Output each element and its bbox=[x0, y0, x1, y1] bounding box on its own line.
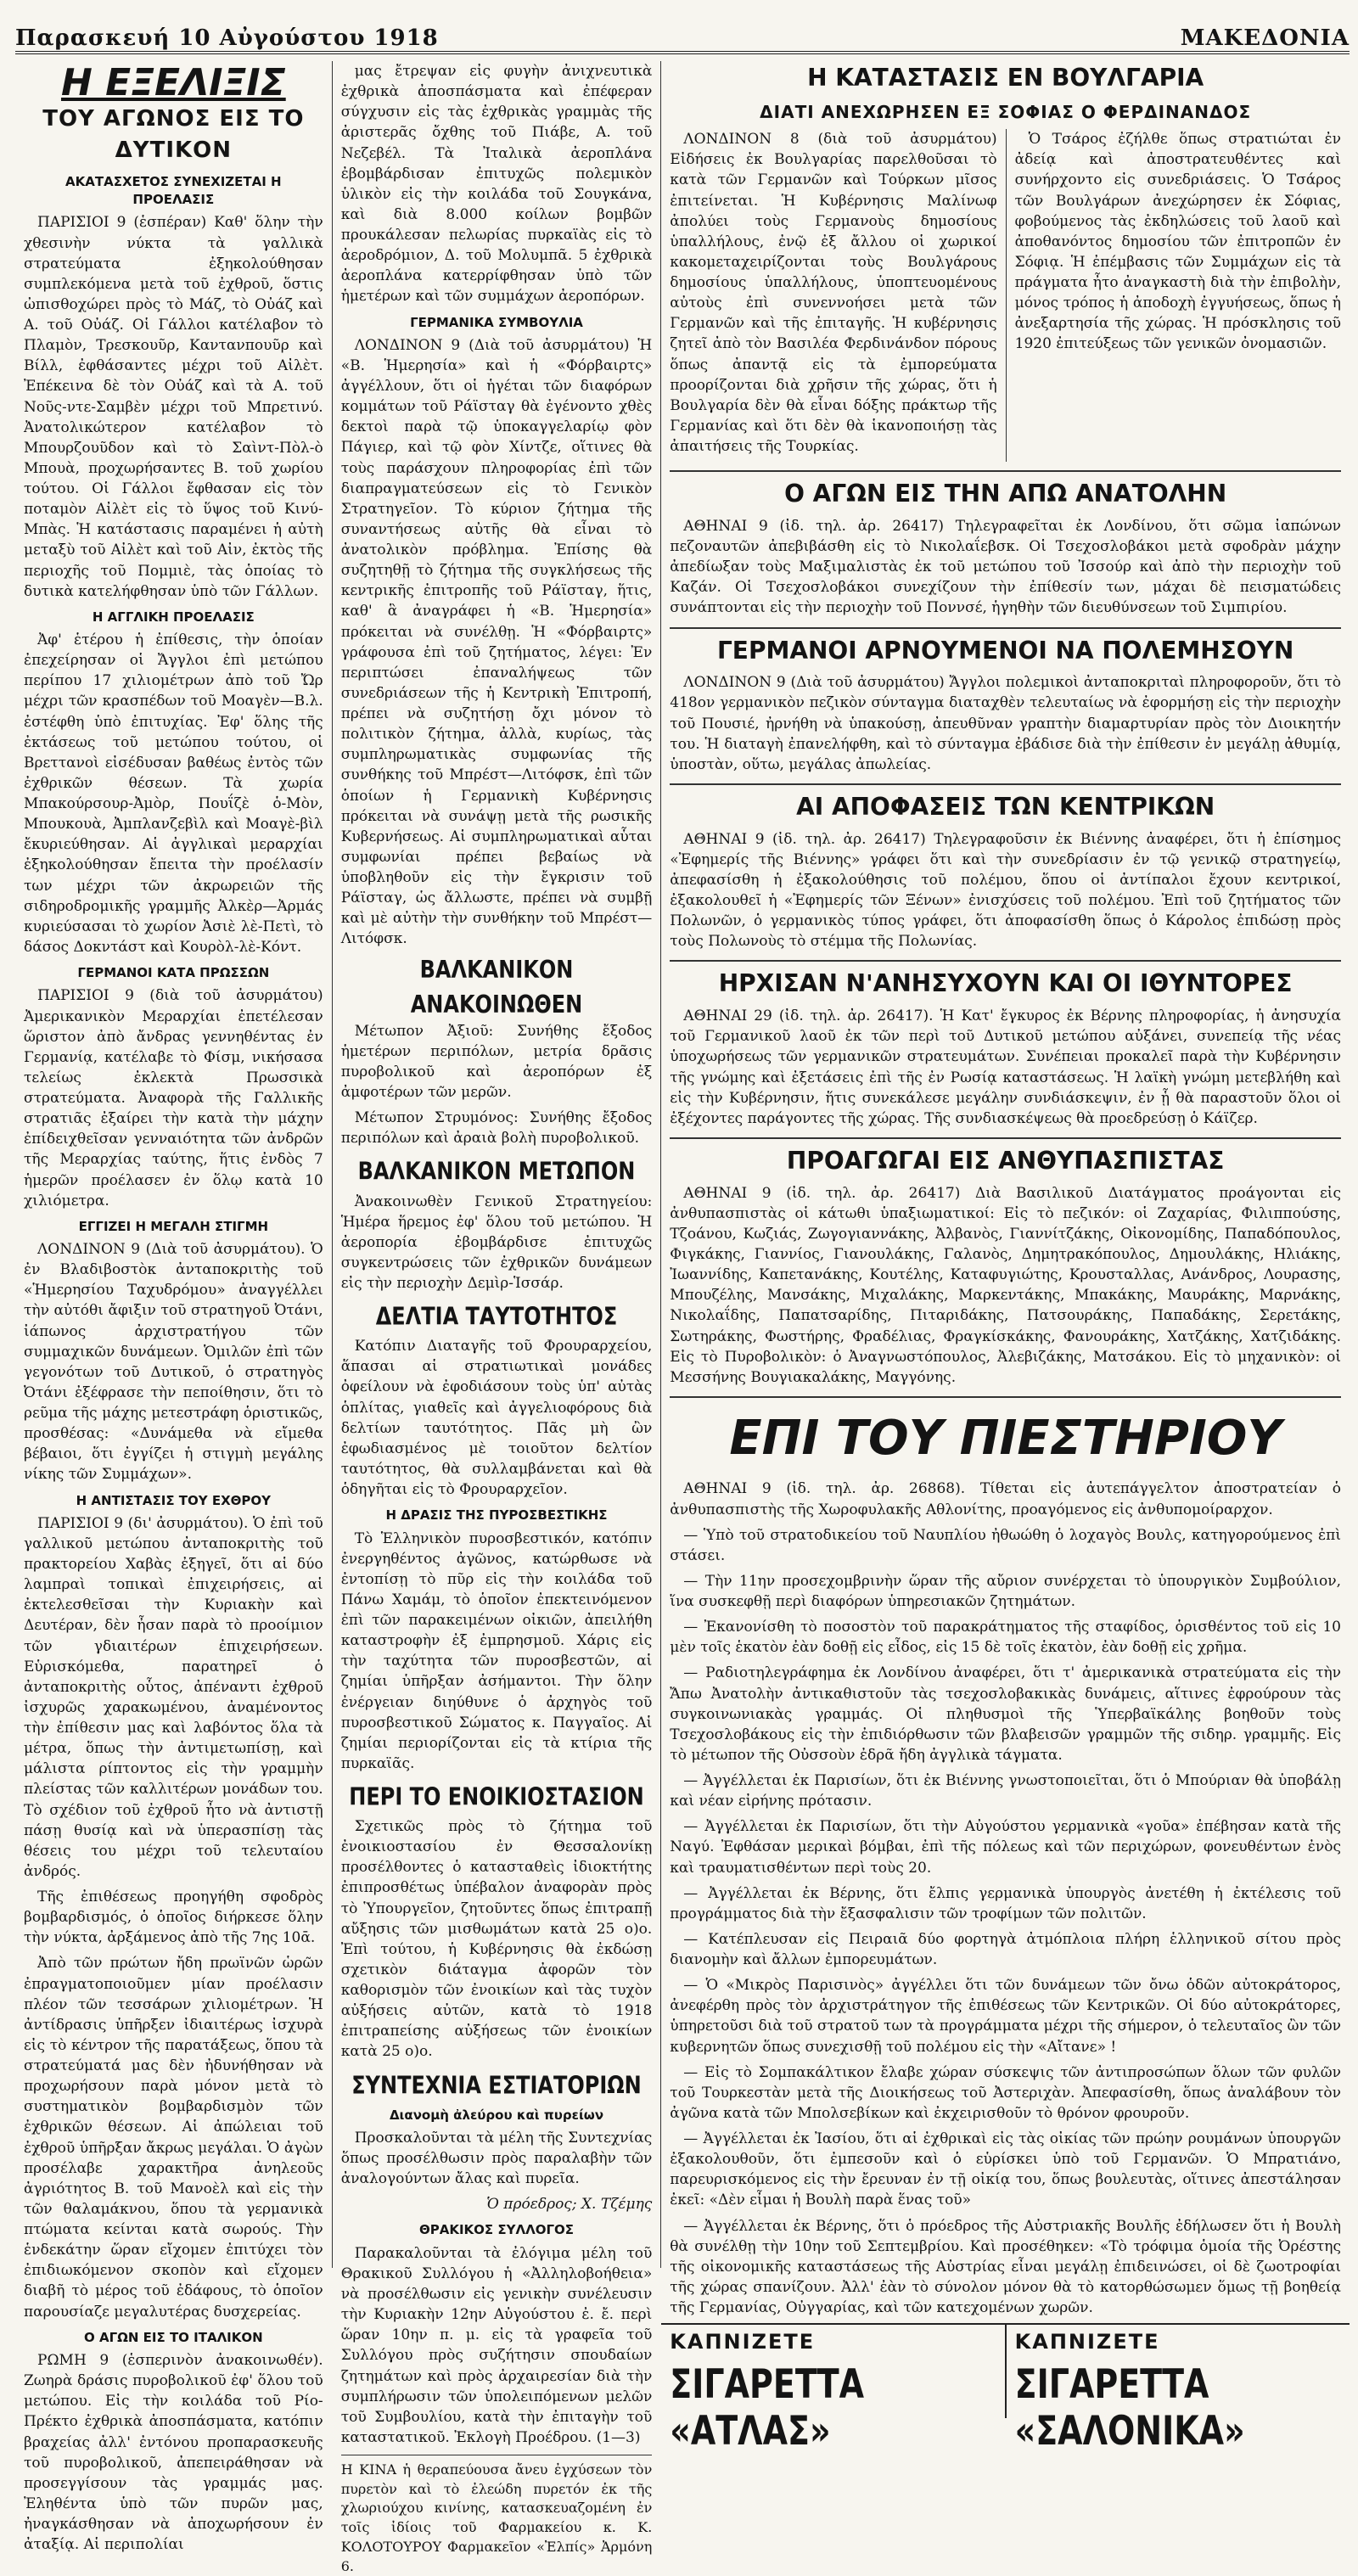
article-paragraph: ΡΩΜΗ 9 (ἑσπερινὸν ἀνακοινωθέν). Ζωηρὰ δράσις πυροβολικοῦ ἐφ' ὅλου τοῦ μετώπου. Εἰς τὴν κοιλάδα τοῦ Ρίο-Πρέκτο ἐχθρικὰ ἀποσπάσματα, κατόπιν βραχείας ἀλλ' ἐντόνου προπαρασκευῆς τοῦ πυροβολικοῦ, ἀπεπειράθησαν νὰ προσεγγίσουν τὰς γραμμάς μας. Ἐληθέντα ὑπὸ τῶν πυρῶν μας, ἠναγκάσθησαν νὰ ἀποχωρήσουν ἐν ἀταξίᾳ. Αἱ περιπολίαι bbox=[24, 2352, 323, 2554]
ad-tagline: ΚΑΠΝΙΖΕΤΕ bbox=[1014, 2330, 1160, 2354]
leaders-uneasy-headline: ΗΡΧΙΣΑΝ Ν'ΑΝΗΣΥΧΟΥΝ ΚΑΙ ΟΙ ΙΘΥΝΤΟΡΕΣ bbox=[670, 960, 1341, 1001]
issue-date: Παρασκευή 10 Αὐγούστου 1918 bbox=[15, 25, 439, 51]
pharmacy-ad: Η ΚΙΝΑ ἡ θεραπεύουσα ἄνευ ἐγχύσεων τὸν πυρετὸν καὶ τὸ ἐλεώδη πυρετόν ἐκ τῆς χλωριούχου κινίνης, κατασκευαζομένη ἐν τοῖς ἰδίοις τοῦ Φαρμακείου κ. Κ. ΚΟΛΟΤΟΥΡΟΥ Φαρμακεῖον «Ἐλπίς» Ἀρμόνη 6. bbox=[341, 2455, 653, 2576]
press-item: — Τὴν 11ην προσεχομβρινὴν ὥραν τῆς αὔριον συνέρχεται τὸ ὑπουργικὸν Συμβούλιον, ἵνα συσκεφθῇ περὶ διαφόρων ὑπηρεσιακῶν ζητημάτων. bbox=[670, 1572, 1341, 1611]
press-item: — Ἀγγέλλεται ἐκ Βέρνης, ὅτι ὁ πρόεδρος τῆς Αὐστριακῆς Βουλῆς ἐδήλωσεν ὅτι ἡ Βουλὴ θὰ συνέλθῃ τὴν 10ην τοῦ Σεπτεμβρίου. Καὶ προσέθηκεν: «Τὸ τρόφιμα ὁμοία τῆς Ὀρέστης τῆς οἰκονομικῆς καταστάσεως τῆς Αὐστρίας εἶναι μεγάλῃ ἐπιδεινώσει, οἱ δὲ ζωοτροφίαι τῆς χώρας σπανίζουν. Ἀλλ' ἐὰν τὸ σύνολον μόνον θὰ τὸ κατορθώσωμεν ὅμως τῇ βοηθείᾳ τῆς Γερμανίας, Οὐγγαρίας, καὶ τῶν κατεχομένων χωρῶν. bbox=[670, 2217, 1341, 2317]
article-paragraph: Ἀπὸ τῶν πρώτων ἤδη πρωϊνῶν ὡρῶν ἐπραγματοποιοῦμεν μίαν προέλασιν πλέον τῶν τεσσάρων χιλιομέτρων. Ἡ ἀντίδρασις ὑπῆρξεν ἰδιαιτέρως ἰσχυρὰ εἰς τὸ κέντρον τῆς παρατάξεως, ὅπου τὰ στρατεύματά μας δὲν ἠδυνήθησαν νὰ προχωρήσουν παρὰ μόνον μετὰ τὸ συστηματικὸν βομβαρδισμὸν τῶν ἐχθρικῶν θέσεων. Αἱ ἀπώλειαι τοῦ ἐχθροῦ ὑπῆρξαν ἄκρως μεγάλαι. Ὁ ἀγὼν προσέλαβε χαρακτῆρα ἀνηλεοῦς ἀγριότητος Β. τοῦ Μανοὲλ καὶ εἰς τὴν τῶν θαλαμάκνου, ὅπου τὰ γερμανικὰ πτώματα κείνται κατὰ σωρούς. Τὴν ἑνδεκάτην ὥραν εἴχομεν ἐπιτύχει τὸν ἐπιδιωκόμενον σκοπὸν καὶ εἴχομεν διαβῆ τὸ μέρος τοῦ ἐδάφους, τὸ ὁποῖον παρουσίαζε μεγαλυτέρας δυσχερείας. bbox=[24, 1955, 323, 2321]
article-paragraph: Κατόπιν Διαταγῆς τοῦ Φρουραρχείου, ἅπασαι αἱ στρατιωτικαὶ μονάδες ὀφείλουν νὰ ἐφοδιάσουν τοὺς ὑπ' αὐτὰς ὁπλίτας, γιαθεῖς καὶ ἀγγελιοφόρους διὰ δελτίων ταυτότητος. Πᾶς μὴ ὢν ἐφωδιασμένος μὲ τοιοῦτον δελτίον ταυτότητος, θὰ συλλαμβάνεται καὶ θὰ ὁδηγῆται εἰς τὸ Φρουραρχεῖον. bbox=[340, 1338, 653, 1499]
section-heading: ΓΕΡΜΑΝΙΚΑ ΣΥΜΒΟΥΛΙΑ bbox=[410, 314, 583, 330]
promotions-headline: ΠΡΟΑΓΩΓΑΙ ΕΙΣ ΑΝΘΥΠΑΣΠΙΣΤΑΣ bbox=[670, 1137, 1341, 1178]
column-1 bbox=[15, 61, 332, 2554]
far-east-headline: Ο ΑΓΩΝ ΕΙΣ ΤΗΝ ΑΠΩ ΑΝΑΤΟΛΗΝ bbox=[670, 470, 1341, 511]
article-paragraph: Προσκαλοῦνται τὰ μέλη τῆς Συντεχνίας ὅπως προσέλθωσιν πρὸς παραλαβὴν τῶν ἀναλογούντων ἄλας καὶ πυρεῖα. bbox=[340, 2129, 653, 2188]
press-item: — Ὁ «Μικρὸς Παρισινὸς» ἀγγέλλει ὅτι τῶν δυνάμεων τῶν ὄνω ὁδῶν αὐτοκράτορος, ἀνεφέρθη πρὸς τὸν ἀρχιστράτηγον τῆς ἐπιθέσεως τῶν Κεντρικῶν. Οἱ δύο αὐτοκράτορες, ὑπηρετοῦσι διὰ τοῦ στρατοῦ των τὰ προγράμματα μέχρι τῆς σήμερον, ὁ τελευταῖος ὢν τῶν κυβερνητῶν ὅπως συνεχισθῇ τοῦ πολέμου εἰς τὴν «Αἴτανε» ! bbox=[670, 1977, 1341, 2056]
bulgaria-col-a bbox=[661, 129, 1005, 462]
section-heading: Η ΔΡΑΣΙΣ ΤΗΣ ΠΥΡΟΣΒΕΣΤΙΚΗΣ bbox=[385, 1507, 608, 1524]
headline-sub: ΤΟΥ ΑΓΩΝΟΣ ΕΙΣ ΤΟ ΔΥΤΙΚΟΝ bbox=[42, 106, 305, 163]
press-item: ΑΘΗΝΑΙ 9 (ἰδ. τηλ. ἀρ. 26868). Τίθεται εἰς ἀυτεπάγγελτον ἀποστρατείαν ὁ ἀνθυπασπιστὴς τῆς Χωροφυλακῆς Αθλονίτης, προαγόμενος εἰς ἀνθυπομοίραρχον. bbox=[670, 1480, 1341, 1518]
press-item: — Εἰς τὸ Σομπακάλτικον ἔλαβε χώραν σύσκεψις τῶν ἀντιπροσώπων ὅλων τῶν φυλῶν τοῦ Τουρκεστὰν μετὰ τῆς Διοικήσεως τοῦ Ἀστεριχὰν. Ἀπεφασίσθη, ὅπως ἀναλάβουν τὸν ἀγῶνα κατὰ τῶν Μπολσεβίκων καὶ ἐκχειρισθοῦν τὸ θρόνον φρουροῦν. bbox=[670, 2063, 1341, 2122]
press-item: — Ἀγγέλλεται ἐκ Παρισίων, ὅτι τὴν Αὐγούστου γερμανικὰ «γοῦα» ἐπέβησαν κατὰ τῆς Ναγύ. Ἐφθάσαν μερικαὶ βόμβαι, ἐπὶ τῆς πόλεως καὶ τῶν περιχώρων, φονευθέντων ἐνὸς καὶ τραυματισθέντων περὶ τοὺς 20. bbox=[670, 1818, 1341, 1877]
article-paragraph: Τῆς ἐπιθέσεως προηγήθη σφοδρὸς βομβαρδισμός, ὁ ὁποῖος διήρκεσε ὅλην τὴν νύκτα, ἀρξάμενος ἀπὸ τῆς 7ης 10ᾱ. bbox=[24, 1889, 323, 1947]
article-paragraph: ΑΘΗΝΑΙ 29 (ἰδ. τηλ. ἀρ. 26417). Ἡ Κατ' ἔγκυρος ἐκ Βέρνης πληροφορίας, ἡ ἀνησυχία τοῦ Γερμανικοῦ λαοῦ ἐκ τῶν περὶ τοῦ Δυτικοῦ μετώπου αὐξάνει, συνεπείᾳ τῆς νέας ὑποχωρήσεως τῶν γερμανικῶν στρατευμάτων. Συνέπειαι προκαλεῖ παρὰ τὴν Κυβέρνησιν τῆς γνώμης καὶ ἐξετάσεις ἐπὶ τῆς ἐν Ρωσίᾳ καταστάσεως. Ἡ λαϊκὴ γνώμη μετεβλήθη καὶ εἰς τὴν Κυβέρνησιν, ἥτις συνεκάλεσε μεγάλην συνδιάσκεψιν, ἐν ᾗ θὰ παραστοῦν ὅλοι οἱ ἐξέχοντες παράγοντες τῆς χώρας. Τῆς συνδιασκέψεως θὰ προεδρεύσῃ ὁ Κάϊζερ. bbox=[670, 1007, 1341, 1127]
masthead bbox=[15, 12, 1350, 54]
article-paragraph: Μέτωπον Στρυμόνος: Συνήθης ἔξοδος περιπόλων καὶ ἀραιὰ βολὴ πυροβολικοῦ. bbox=[340, 1109, 653, 1148]
section-subheading: Διανομὴ ἀλεύρου καὶ πυρείων bbox=[389, 2107, 604, 2123]
press-item: — Ἀγγέλλεται ἐκ Παρισίων, ὅτι ἐκ Βιέννης γνωστοποιεῖται, ὅτι ὁ Μπούριαν θὰ ὑποβάλῃ καὶ νέαν εἰρήνης πρότασιν. bbox=[670, 1772, 1341, 1810]
press-item: — Ὑπὸ τοῦ στρατοδικείου τοῦ Ναυπλίου ἠθωώθη ὁ λοχαγὸς Βουλς, κατηγορούμενος ἐπὶ στάσει. bbox=[670, 1526, 1341, 1564]
press-item: — Ἀγγέλλεται ἐκ Ἰασίου, ὅτι αἱ ἐχθρικαὶ εἰς τὰς οἰκίας τῶν πρώην ρουμάνων ὑπουργῶν ἐξακολουθοῦν, ὅτι ἐμπεσοῦν καὶ ὁ εὑρίσκει ὑπὸ τοῦ Γερμανῶν. Ὁ Μπρατιάνο, παρευρισκόμενος εἰς τὴν ἔρευναν ἐν τῇ οἰκίᾳ του, ὅπως βουλευτὰς, οἵτινες ἀπεστάλησαν ἐκεῖ: «Δὲν εἶμαι ἡ Βουλὴ παρὰ ἕνας τοῦ» bbox=[670, 2130, 1341, 2209]
section-heading: ΓΕΡΜΑΝΟΙ ΚΑΤΑ ΠΡΩΣΣΩΝ bbox=[77, 965, 270, 981]
article-paragraph: ΛΟΝΔΙΝΟΝ 9 (Διὰ τοῦ ἀσυρμάτου) Ἄγγλοι πολεμικοὶ ἀνταποκριταὶ πληροφοροῦν, ὅτι τὸ 418ον γερμανικὸν πεζικὸν σύνταγμα διαταχθὲν τελευταίως νὰ ἐφορμήσῃ εἰς τὴν περιοχὴν τοῦ Πουσιέ, ἠρνήθη νὰ ὑπακούσῃ, ἀπευθῦναν γραπτὴν διαμαρτυρίαν πρὸς τὸν Διοικητήν του. Ἡ διαταγὴ ἐπανελήφθη, καὶ τὸ σύνταγμα ἐβάδισε διὰ τὴν ἐπίθεσιν ἐν μεγάλῃ ἀθυμίᾳ, ὑποστὰν, οὕτω, μεγάλας ἀπωλείας. bbox=[670, 674, 1341, 773]
ad-brand: ΣΙΓΑΡΕΤΤΑ «ΣΑΛΟΝΙΚΑ» bbox=[1014, 2360, 1245, 2455]
article-paragraph: ΛΟΝΔΙΝΟΝ 9 (Διὰ τοῦ ἀσυρμάτου). Ὁ ἐν Βλαδιβοστὸκ ἀνταποκριτὴς τοῦ «Ἡμερησίου Ταχυδρόμου» ἀναγγέλλει τὴν αὐτόθι ἄφιξιν τοῦ στρατηγοῦ Ὀτάνι, ἰάπωνος ἀρχιστρατήγου τῶν συμμαχικῶν δυνάμεων. Ὁμιλῶν ἐπὶ τῶν γεγονότων τοῦ Δυτικοῦ, ὁ στρατηγὸς Ὀτάνι ἐξέφρασε τὴν πεποίθησιν, ὅτι τὸ ρεῦμα τῆς μάχης μετεστράφη ὁριστικῶς, προσθέσας: «Δυνάμεθα νὰ εἴμεθα βέβαιοι, ὅτι ἐγγίζει ἡ στιγμὴ μεγάλης νίκης τῶν Συμμάχων». bbox=[24, 1241, 323, 1484]
article-paragraph: μας ἔτρεψαν εἰς φυγὴν ἀνιχνευτικὰ ἐχθρικὰ ἀποσπάσματα καὶ ἐπέφεραν σύγχυσιν εἰς τὰς ἐχθρικὰς γραμμὰς τῆς ἀριστερᾶς ὄχθης τοῦ Πιάβε, Α. τοῦ Νεζεβέλ. Τὰ Ἰταλικὰ ἀεροπλάνα ἐβομβάρδισαν ἐπιτυχῶς πολεμικὸν ὑλικὸν εἰς τὴν κοιλάδα τοῦ Σουγκάνα, καὶ διὰ 8.000 κοίλων βομβῶν προυκάλεσαν πελωρίας πυρκαϊὰς εἰς τὸ ἀεροδρόμιον, Δ. τοῦ Μολυμπᾶ. 5 ἐχθρικὰ ἀεροπλάνα κατερρίφθησαν ὑπὸ τῶν ἡμετέρων καὶ τῶν συμμάχων ἀεροπόρων. bbox=[340, 63, 653, 306]
bulgaria-subheadline: ΔΙΑΤΙ ΑΝΕΧΩΡΗΣΕΝ ΕΞ ΣΟΦΙΑΣ Ο ΦΕΡΔΙΝΑΝΔΟΣ bbox=[760, 101, 1252, 122]
press-item: — Ἐκανονίσθη τὸ ποσοστὸν τοῦ παρακράτηματος τῆς σταφίδος, ὁρισθέντος τοῦ εἰς 10 μὲν τοῖς ἑκατὸν ἐὰν δοθῇ εἰς εἶδος, εἰς 15 δὲ τοῖς ἑκατὸν, ἐὰν δοθῇ εἰς χρῆμα. bbox=[670, 1619, 1341, 1657]
signature: Ὁ πρόεδρος; Χ. Τζέμης bbox=[486, 2196, 653, 2214]
headline-main: Η ΕΞΕΛΙΞΙΣ bbox=[60, 61, 286, 104]
article-paragraph: ΛΟΝΔΙΝΟΝ 9 (Διὰ τοῦ ἀσυρμάτου) Ἡ «Β. Ἡμερησία» καὶ ἡ «Φόρβαιρτς» ἀγγέλλουν, ὅτι οἱ ἡγέται τῶν διαφόρων κομμάτων τοῦ Ράϊσταγ θὰ ἐγένοντο χθὲς δεκτοὶ παρὰ τῷ ὑποκαγγελαρίῳ φὸν Πάγιερ, καὶ τῷ φὸν Χίντζε, οἵτινες θὰ τοὺς παράσχουν πληροφορίας ἐπὶ τῶν διαπραγματεύσεων εἰς τὸ Γενικὸν Στρατηγεῖον. Τὸ κύριον ζήτημα τῆς συναντήσεως αὐτῆς θὰ εἶναι τὸ ἀνατολικὸν πρόβλημα. Ἐπίσης θὰ συζητηθῇ τὸ ζήτημα τῆς συγκλήσεως τῆς κεντρικῆς ἐπιτροπῆς τοῦ Ράϊσταγ, ἥτις, καθ' ἃ ἀναγράφει ἡ «Β. Ἡμερησία» πρόκειται νὰ συνέλθῃ. Ἡ «Φόρβαιρτς» γράφουσα ἐπὶ τοῦ ζητήματος, λέγει: Ἐν περιπτώσει ἐπαναλήψεως τῶν συνεδριάσεων τῆς ἡ Κεντρικὴ Ἐπιτροπή, πρέπει νὰ συζητήσῃ ὄχι μόνον τὸ πολιτικὸν ζήτημα, ἀλλὰ, κυρίως, τὰς συμπληρωματικὰς συμφωνίας τῆς συνθήκης τοῦ Μπρέστ—Λιτόφσκ, ἐπὶ τῶν ὁποίων ἡ Γερμανικὴ Κυβέρνησις πρόκειται νὰ συνάψῃ μετὰ τῆς ρωσικῆς Κυβερνήσεως. Αἱ συμπληρωματικαὶ αὗται συμφωνίαι πρέπει βεβαίως νὰ ὑποβληθοῦν εἰς τὴν ἔγκρισιν τοῦ Ράϊσταγ, ὡς ἄλλωστε, πρέπει νὰ συμβῇ καὶ μὲ αὐτὴν τὴν συνθήκην τοῦ Μπρέστ—Λιτόφσκ. bbox=[340, 336, 653, 948]
kicker: ΑΚΑΤΑΣΧΕΤΟΣ ΣΥΝΕΧΙΖΕΤΑΙ Η ΠΡΟΕΛΑΣΙΣ bbox=[65, 173, 282, 208]
article-paragraph: Ἀφ' ἑτέρου ἡ ἐπίθεσις, τὴν ὁποίαν ἐπεχείρησαν οἱ Ἄγγλοι ἐπὶ μετώπου περίπου 17 χιλιομέτρων ἀπὸ τοῦ Ὤρ μέχρι τῶν κρασπέδων τοῦ Μοαγὲν—Β.λ. ἐστέφθη ὑπὸ ἐπιτυχίας. Ἐφ' ὅλης τῆς ἐκτάσεως τοῦ μετώπου τούτου, οἱ Βρεττανοὶ εἰσέδυσαν βαθέως ἐντὸς τῶν ἐχθρικῶν θέσεων. Τὰ χωρία Μπακούρσουρ-Ἀμὸρ, Πουΐζὲ ὁ-Μὸν, Μπουκουὰ, Ἀμπλανζεβὶλ καὶ Μοαγὲ-βὶλ ἔκυριεύθησαν. Αἱ ἀγγλικαὶ μεραρχίαι ἐξηκολούθησαν ἔπειτα τὴν προέλασίν των μέχρι τῶν ἀκρωρειῶν τῆς σιδηροδρομικῆς γραμμῆς Ἀλκὲρ—Ἀρμάς κυριεύσασαι τὸ χωρίον Ἀσιὲ λὲ-Πετὶ, τὸ δάσος Δοκντάστ καὶ Κουρὸλ-λὲ-Κόντ. bbox=[24, 631, 323, 956]
press-item: — Κατέπλευσαν εἰς Πειραιᾶ δύο φορτηγὰ ἀτμόπλοια πλήρη ἑλληνικοῦ σίτου πρὸς διανομὴν καὶ ἄλλων ἐμπορευμάτων. bbox=[670, 1930, 1341, 1969]
ad-brand: ΣΙΓΑΡΕΤΤΑ «ΑΤΛΑΣ» bbox=[670, 2360, 865, 2455]
section-heading: ΘΡΑΚΙΚΟΣ ΣΥΛΛΟΓΟΣ bbox=[418, 2222, 575, 2238]
press-items bbox=[670, 1479, 1341, 2318]
article-paragraph: ΛΟΝΔΙΝΟΝ 8 (διὰ τοῦ ἀσυρμάτου) Εἰδήσεις ἐκ Βουλγαρίας παρελθοῦσαι τὸ κατὰ τῶν Γερμανῶν καὶ Τούρκων μῖσος ἐπιτείνεται. Ἡ Κυβέρνησις Μαλίνωφ ἀπολύει τοὺς Γερμανοὺς δημοσίους ὑπαλλήλους, ἐνῷ ἐξ ἄλλου οἱ χωρικοί κακομεταχειρίζονται τοὺς Βουλγάρους δημοσίους ὑπαλλήλους, ὑποπτευομένους αὐτοὺς ἐπὶ συνεννοήσει μετὰ τῶν Γερμανῶν καὶ τῆς ἐπιταγῆς. Ἡ κυβέρνησις ζητεῖ ἀπὸ τὸν Βασιλέα Φερδινάνδον πόρους ὅπως ἀπαντᾷ εἰς τὰ ἐμπορεύματα προορίζονται διὰ χρῆσιν τῆς χώρας, ὅτι ἡ Βουλγαρία δὲν θὰ εἶναι δόξης πράκτωρ τῆς Γερμανίας καὶ ὅτι δὲν θὰ ἱκανοποιήσῃ τὰς ἀπαιτήσεις τῆς Τουρκίας. bbox=[670, 131, 997, 456]
article-paragraph: Ὁ Τσάρος ἐζήλθε ὅπως στρατιώται ἐν ἀδείᾳ καὶ ἀποστρατευθέντες καὶ συνήρχοντο εἰς συνεδριάσεις. Ὁ Τσάρος τῶν Βουλγάρων ἀνεχώρησεν ἐκ Σόφιας, φοβούμενος τὰς ἐκδηλώσεις τοῦ λαοῦ καὶ ἀποθανόντος δημοσίου τῶν ἐπιτροπῶν ἐν Σόφιᾳ. Ἡ ἐπέμβασις τῶν Συμμάχων εἰς τὰ πράγματα ἦτο ἀναγκαστὴ διὰ τὴν ἐπιβολὴν, μόνος τρόπος ἡ ἀποδοχὴ ἐγγυήσεως, ὅπως ἡ ἀνεξαρτησία τῆς χώρας. Ἡ πρόσκλησις τοῦ 1920 ἐπιτεύξεως τῶν γενικῶν ὀνομασιῶν. bbox=[1014, 131, 1341, 353]
column-2 bbox=[332, 61, 661, 2574]
section-heading: Η ΑΝΤΙΣΤΑΣΙΣ ΤΟΥ ΕΧΘΡΟΥ bbox=[76, 1492, 272, 1508]
cigarette-ads bbox=[661, 2323, 1350, 2455]
article-paragraph: ΠΑΡΙΣΙΟΙ 9 (διὰ τοῦ ἀσυρμάτου) Ἀμερικανικὸν Μεραρχίαι ἐπετέλεσαν ὥριστον ἀπὸ ἄνδρας γεννηθέντας ἐν Γερμανίᾳ, κατέλαβε τὸ Φίσμ, νικήσασα τελείως ἐκλεκτὰ Πρωσσικὰ στρατεύματα. Ἀναφορὰ τῆς Γαλλικῆς στρατιᾶς ἐξαίρει τὴν κατὰ τὴν μάχην ἐπίδειχθεῖσαν γενναιότητα τῶν ἀνδρῶν τῆς Μεραρχίας ταύτης, ἥτις ἐνδὸς 7 ἡμερῶν προέλασεν ἐν ὅλῳ κατὰ 10 χιλιόμετρα. bbox=[24, 987, 323, 1209]
article-paragraph: Μέτωπον Ἀξιοῦ: Συνήθης ἔξοδος ἡμετέρων περιπόλων, μετρία δρᾶσις πυροβολικοῦ καὶ ἀεροπόρων ἐξ ἀμφοτέρων τῶν μερῶν. bbox=[340, 1022, 653, 1102]
section-heading: ΣΥΝΤΕΧΝΙΑ ΕΣΤΙΑΤΟΡΙΩΝ bbox=[351, 2070, 642, 2100]
section-heading: Η ΑΓΓΛΙΚΗ ΠΡΟΕΛΑΣΙΣ bbox=[92, 609, 255, 625]
bulgaria-col-b bbox=[1006, 129, 1350, 462]
press-item: — Ραδιοτηλεγράφημα ἐκ Λονδίνου ἀναφέρει, ὅτι τ' ἀμερικανικὰ στρατεύματα εἰς τὴν Ἄπω Ἀνατολὴν ἀντικαθιστοῦν τὰς τσεχοσλοβακικὰς δυνάμεις, αἵτινες ἐφρούρουν τὰς συγκοινωνιακὰς γραμμάς. Οἱ πληθυσμοὶ τῆς Ὑπερβαϊκάλης βοηθοῦν τοὺς Τσεχοσλοβάκους εἰς τὴν ἐπιδιόρθωσιν τῶν βλαβεισῶν γραμμῶν τῆς σιδηρ. γραμμῆς. Εἰς τὸ μέτωπον τῆς Οὐσσοὺν ἐδρᾶ ἤδη ἀγγλικὰ τάγματα. bbox=[670, 1664, 1341, 1764]
section-heading: ΠΕΡΙ ΤΟ ΕΝΟΙΚΙΟΣΤΑΣΙΟΝ bbox=[349, 1782, 644, 1811]
section-heading: ΔΕΛΤΙΑ ΤΑΥΤΟΤΗΤΟΣ bbox=[375, 1302, 618, 1331]
section-heading: ΒΑΛΚΑΝΙΚΟΝ ΑΝΑΚΟΙΝΩΘΕΝ bbox=[410, 955, 583, 1019]
central-powers-headline: ΑΙ ΑΠΟΦΑΣΕΙΣ ΤΩΝ ΚΕΝΤΡΙΚΩΝ bbox=[670, 783, 1341, 824]
article-paragraph: Ἀνακοινωθὲν Γενικοῦ Στρατηγείου: Ἡμέρα ἥρεμος ἐφ' ὅλου τοῦ μετώπου. Ἡ ἀεροπορία ἐβομβάρδισε ἐπιτυχῶς συγκεντρώσεις τῶν ἐχθρικῶν δυνάμεων εἰς τὴν περιοχὴν Δεμὶρ-Ἱσσάρ. bbox=[340, 1193, 653, 1293]
article-paragraph: Τὸ Ἑλληνικὸν πυροσβεστικόν, κατόπιν ἐνεργηθέντος ἀγῶνος, κατώρθωσε νὰ ἐντοπίσῃ τὸ πῦρ εἰς τὴν κοιλάδα τοῦ Πάνω Χαμάμ, τὸ ὁποῖον ἐπεκτεινόμενον ἐπὶ τῶν παρακειμένων οἰκιῶν, ἀπειλήθη καταστροφὴν ἐξ ἐμπρησμοῦ. Χάρις εἰς τὴν ταχύτητα τῶν πυροσβεστῶν, αἱ ζημίαι ὑπῆρξαν ἀσήμαντοι. Τὴν ὅλην ἐνέργειαν διηύθυνε ὁ ἀρχηγὸς τοῦ πυροσβεστικοῦ Σώματος κ. Παγγαῖος. Αἱ ζημίαι περιορίζονται εἰς τὰ κτίρια τῆς πυρκαϊᾶς. bbox=[340, 1529, 653, 1772]
article-paragraph: Σχετικῶς πρὸς τὸ ζήτημα τοῦ ἐνοικιοστασίου ἐν Θεσσαλονίκῃ προσέλθοντες ὁ κατασταθεὶς ἰδιοκτήτης ἐπιπροσθέτως ὑπέβαλον ἀναφορὰν πρὸς τὸ Ὑπουργεῖον, ζητοῦντες ὅπως ἐπιτραπῇ αὔξησις τῶν μισθωμάτων κατὰ 25 ο)ο. Ἐπὶ τούτου, ἡ Κυβέρνησις θὰ ἐκδώσῃ σχετικὸν διάταγμα ἀφορῶν τὸν καθορισμὸν τῶν ἐνοικίων καὶ τὰς τυχὸν αὐξήσεις αὐτῶν, κατὰ τὸ 1918 ἐπιτραπείσης αὐξήσεως τῶν ἐνοικίων κατὰ 25 ο)ο. bbox=[340, 1818, 653, 2061]
article-paragraph: ΑΘΗΝΑΙ 9 (ἰδ. τηλ. ἀρ. 26417) Τηλεγραφοῦσιν ἐκ Βιέννης ἀναφέρει, ὅτι ἡ ἐπίσημος «Ἐφημερίς τῆς Βιέννης» γράφει ὅτι καὶ τὴν συνεδρίασιν ἐν τῷ γενικῷ στρατηγείῳ, ἀπεφασίσθη ἡ ἐξακολούθησις τοῦ πολέμου, ὅπου οἱ ἀντίπαλοι ἔχουν κεντρικοί, ἐξακολουθεῖ ἡ «Ἐφημερίς τῶν Ξένων» ἐνισχύσεις τοῦ πολέμου. Ἐπὶ τοῦ ζητήματος τῶν Πολωνῶν, ὁ γερμανικὸς τύπος γράφει, ὅτι ἀποφασίσθη ὅπως ὁ Κάρολος ἐπιδώσῃ πρὸς τοὺς Πολωνοὺς τὸ στέμμα τῆς Πολωνίας. bbox=[670, 830, 1341, 951]
salonika-ad bbox=[1005, 2325, 1350, 2455]
right-section bbox=[660, 61, 1350, 2455]
bulgaria-headline: Η ΚΑΤΑΣΤΑΣΙΣ ΕΝ ΒΟΥΛΓΑΡΙΑ bbox=[807, 64, 1204, 92]
article-paragraph: Παρακαλοῦνται τὰ ἐλόγιμα μέλη τοῦ Θρακικοῦ Συλλόγου ἡ «Ἀλληλοβοήθεια» νὰ προσέλθωσιν εἰς γενικὴν συνέλευσιν τὴν Κυριακὴν 12ην Αὐγούστου ἐ. ἔ. περὶ ὥραν 10ην π. μ. εἰς τὰ γραφεῖα τοῦ Συλλόγου πρὸς συζήτησιν σπουδαίων ζητημάτων καὶ πρὸς ἀρχαιρεσίαν διὰ τὴν συμπλήρωσιν τῶν ὑπολειπόμενων μελῶν τοῦ Συμβουλίου, κατὰ τὴν ἐπιταγὴν τοῦ καταστατικοῦ. Ἐκλογὴ Προέδρου. (1—3) bbox=[340, 2244, 653, 2446]
article-paragraph: ΑΘΗΝΑΙ 9 (ἰδ. τηλ. ἀρ. 26417) Διὰ Βασιλικοῦ Διατάγματος προάγονται εἰς ἀνθυπασπιστὰς οἱ κάτωθι ὑπαξιωματικοί: Εἰς τὸ πεζικόν: οἱ Ζαχαρίας, Φιλιππούσης, Τζοάνου, Κωζιάς, Ζωγογιαννάκης, Ἀλβανὸς, Γιαννίτζάκης, Οἰκονομίδης, Παπαδόπουλος, Φιγκάκης, Γιαννίος, Γιανουλάκης, Γαλανὸς, Δημητρακόπουλος, Δημουλάκης, Ηλιάκης, Ἰωαννίδης, Καπετανάκης, Κουτέλης, Καταφυγιώτης, Κρουσταλλας, Ανάνδρος, Λουρασης, Μπουζέλης, Μανσάκης, Μιχαλάκης, Μαρκεντάκης, Μπακάκης, Μαυράκης, Μαρνάκης, Νικολαΐδης, Παπατσαρίδης, Πιταριδάκης, Πατσουράκης, Παπαδάκης, Σερετάκης, Σωτηράκης, Φωστήρης, Φραδέλιας, Φραγκίσκάκης, Φανουράκης, Χατζάκης, Χατζιδάκης. Εἰς τὸ Πυροβολικὸν: ὁ Ἀναγνωστόπουλος, Ἀλεβιζάκης, Ματσάκου. Εἰς τὸ μηχανικὸν: οἱ Μεσσήνης Βουγιακαλάκης, Μαγγόνης. bbox=[670, 1184, 1341, 1386]
article-paragraph: ΑΘΗΝΑΙ 9 (ἰδ. τηλ. ἀρ. 26417) Τηλεγραφεῖται ἐκ Λονδίνου, ὅτι σῶμα ἰαπώνων πεζοναυτῶν ἀπεβιβάσθη εἰς τὸ Νικολαΐεβσκ. Οἱ Τσεχοσλοβάκοι μετὰ σφοδρὰν μάχην ἀπεδίωξαν τοὺς Μαξιμαλιστὰς ἐκ τοῦ μετώπου τοῦ Ἰσσούρ καὶ ἀπὸ τὴν περιοχὴν τοῦ Καζάν. Οἱ Τσεχοσλοβάκοι συνεχίζουν τὴν ἐπίθεσίν των, μάχαι δὲ πεισματώδεις συνάπτονται εἰς τὴν περιοχὴν τοῦ Ποννσέ, ἡγηθὴν τῶν διευθύνσεων τοῦ Σιμπιρίου. bbox=[670, 517, 1341, 617]
ad-tagline: ΚΑΠΝΙΖΕΤΕ bbox=[670, 2330, 816, 2354]
article-paragraph: ΠΑΡΙΣΙΟΙ 9 (δι' ἀσυρμάτου). Ὁ ἐπὶ τοῦ γαλλικοῦ μετώπου ἀνταποκριτὴς τοῦ πρακτορείου Χαβὰς ἐξηγεῖ, ὅτι αἱ δύο λαμπραὶ τοπικαὶ ἐπιχειρήσεις, αἱ ἐκτελεσθεῖσαι τὴν Κυριακὴν καὶ Δευτέραν, δὲν ἦσαν παρὰ τὸ προοίμιον τῶν γδιαιτέρων ἐπιχειρήσεων. Εὑρισκόμεθα, παρατηρεῖ ὁ ἀνταποκριτὴς οὗτος, ἀπέναντι ἐχθροῦ ἰσχυρῶς χαρακωμένου, ἀναμένοντος τὴν ἐπίθεσιν μας καὶ λαβόντος ὅλα τὰ μέτρα, ὅπως τὴν ἀντιμετωπίσῃ, καὶ μάλιστα ρίπτοντος εἰς τὴν γραμμὴν πλείστας τῶν καλλιτέρων μονάδων του. Τὸ σχέδιον τοῦ ἐχθροῦ ἦτο νὰ ἀντιστῇ πάσῃ θυσίᾳ καὶ νὰ ὑπερασπίσῃ τὰς θέσεις του μέχρι τοῦ τελευταίου ἀνδρός. bbox=[24, 1514, 323, 1880]
atlas-ad bbox=[661, 2325, 1004, 2455]
section-heading: ΕΓΓΙΖΕΙ Η ΜΕΓΑΛΗ ΣΤΙΓΜΗ bbox=[78, 1218, 269, 1234]
article-paragraph: ΠΑΡΙΣΙΟΙ 9 (ἑσπέραν) Καθ' ὅλην τὴν χθεσινὴν νύκτα τὰ γαλλικὰ στρατεύματα ἐξηκολούθησαν συμπλεκόμενα μετὰ τοῦ ἐχθροῦ, ὅστις ὠπισθοχώρει πρὸς τὸ Μάζ, τὸ Οὐάζ καὶ Α. τοῦ Οὐάζ. Οἱ Γάλλοι κατέλαβον τὸ Πλαμὸν, Τρεσκουῦρ, Καντανπουῦρ καὶ Βίλλ, ἐφθάσαντες μέχρι τοῦ Αἰλὲτ. Ἐπέκεινα δὲ τὸν Οὐάζ καὶ τὰ Α. τοῦ Νοῦς-ντε-Σαμβὲν μέχρι τοῦ Μπρετινύ. Ἀνατολικώτερον κατέλαβον τὸ Μπουρζουῦδον καὶ τὸ Σαὶντ-Πὸλ-ὸ Μπουὰ, προχωρήσαντες Β. τοῦ χωρίου τούτου. Οἱ Γάλλοι ἔφθασαν εἰς τὸν ποταμὸν Αἰλὲτ εἰς τὸ ὕψος τοῦ Κινύ-Μπὰς. Ἡ κατάστασις παραμένει ἡ αὐτὴ μεταξὺ τοῦ Αἰλὲτ καὶ τοῦ Αἰν, ἐκτὸς τῆς περιοχῆς τοῦ Πομμιὲ, τὰς ὁποίας τὸ δυτικὰ κατελήφθησαν ὑπὸ τῶν Γάλλων. bbox=[24, 214, 323, 600]
press-headline: ΕΠΙ ΤΟΥ ΠΙΕΣΤΗΡΙΟΥ bbox=[670, 1396, 1341, 1473]
section-heading: Ο ΑΓΩΝ ΕΙΣ ΤΟ ΙΤΑΛΙΚΟΝ bbox=[83, 2329, 263, 2345]
paper-name: ΜΑΚΕΔΟΝΙΑ bbox=[1180, 25, 1350, 51]
section-heading: ΒΑΛΚΑΝΙΚΟΝ ΜΕΤΩΠΟΝ bbox=[357, 1157, 636, 1187]
press-item: — Ἀγγέλλεται ἐκ Βέρνης, ὅτι ἔλπις γερμανικὰ ὑπουργὸς ἀνετέθη ἡ ἐκτέλεσις τοῦ προγράμματος διὰ τὴν ἔξασφαλισιν τῶν τροφίμων τῶν πολιτῶν. bbox=[670, 1884, 1341, 1922]
germans-refuse-headline: ΓΕΡΜΑΝΟΙ ΑΡΝΟΥΜΕΝΟΙ ΝΑ ΠΟΛΕΜΗΣΟΥΝ bbox=[670, 627, 1341, 668]
